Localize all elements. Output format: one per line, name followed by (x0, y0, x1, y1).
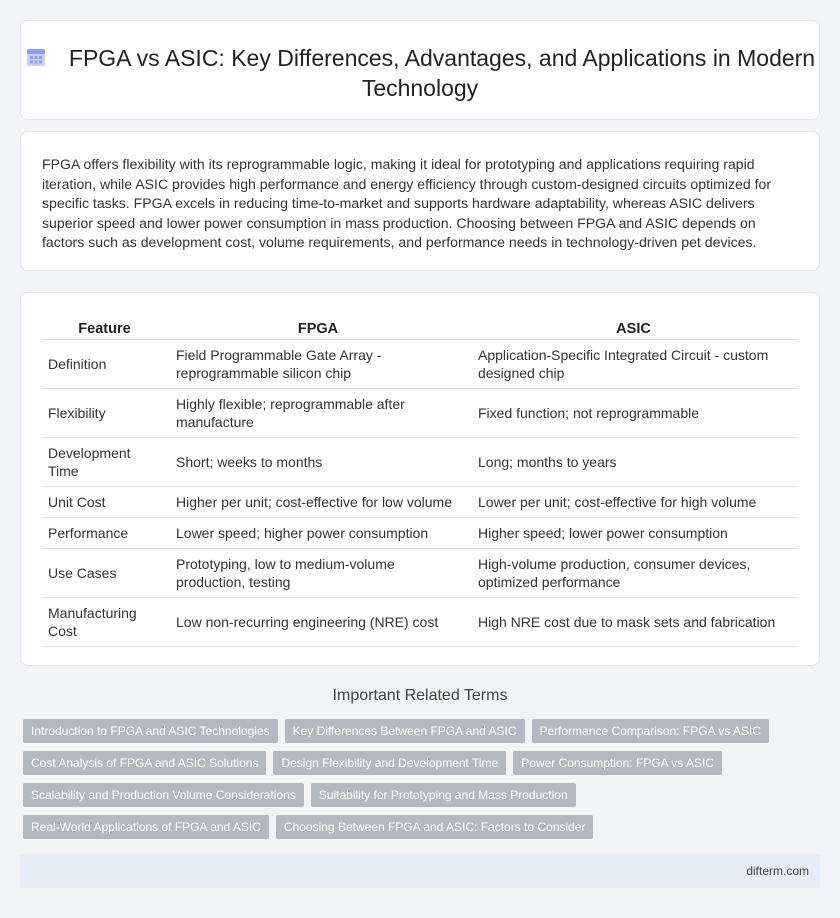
calendar-grid-icon (25, 46, 47, 68)
row-fpga: Low non-recurring engineering (NRE) cost (167, 597, 469, 646)
table-row (42, 597, 798, 646)
tag-row (23, 815, 803, 839)
related-term-tag[interactable]: Design Flexibility and Development Time (273, 751, 506, 775)
row-feature: Manufacturing Cost (42, 597, 167, 646)
row-fpga: Highly flexible; reprogrammable after manufacture (167, 388, 469, 437)
table-header-row (42, 313, 798, 339)
column-header-asic: ASIC (469, 313, 798, 339)
row-asic: High NRE cost due to mask sets and fabrication (469, 597, 798, 646)
intro-card (20, 131, 820, 271)
related-terms-list (23, 719, 803, 847)
row-asic: Application-Specific Integrated Circuit - custom designed chip (469, 339, 798, 388)
table-row (42, 517, 798, 548)
row-feature: Performance (42, 517, 167, 548)
row-asic: Fixed function; not reprogrammable (469, 388, 798, 437)
row-fpga: Higher per unit; cost-effective for low volume (167, 486, 469, 517)
header-card (20, 20, 820, 120)
row-fpga: Short; weeks to months (167, 437, 469, 486)
related-term-tag[interactable]: Choosing Between FPGA and ASIC: Factors to Consider (276, 815, 594, 839)
related-term-tag[interactable]: Cost Analysis of FPGA and ASIC Solutions (23, 751, 266, 775)
row-asic: Lower per unit; cost-effective for high volume (469, 486, 798, 517)
row-feature: Flexibility (42, 388, 167, 437)
related-terms-heading: Important Related Terms (332, 687, 508, 704)
row-feature: Use Cases (42, 548, 167, 597)
related-term-tag[interactable]: Real-World Applications of FPGA and ASIC (23, 815, 269, 839)
footer-site-link[interactable]: difterm.com (746, 864, 809, 878)
row-feature: Unit Cost (42, 486, 167, 517)
row-asic: Long; months to years (469, 437, 798, 486)
table-row (42, 486, 798, 517)
related-term-tag[interactable]: Key Differences Between FPGA and ASIC (285, 719, 525, 743)
page-title: FPGA vs ASIC: Key Differences, Advantages, and Applications in Modern Technology (68, 45, 816, 101)
intro-paragraph: FPGA offers flexibility with its reprogrammable logic, making it ideal for prototyping and applications requiring rapid iteration, while ASIC provides high performance and energy efficiency through custom-designed circuits optimized for specific tasks. FPGA excels in reducing time-to-market and supports hardware adaptability, whereas ASIC delivers superior speed and lower power consumption in mass production. Choosing between FPGA and ASIC depends on factors such as development cost, volume requirements, and performance needs in technology-driven pet devices. (42, 156, 772, 250)
related-term-tag[interactable]: Introduction to FPGA and ASIC Technologies (23, 719, 278, 743)
table-row (42, 437, 798, 486)
table-row (42, 388, 798, 437)
table-row (42, 548, 798, 597)
related-term-tag[interactable]: Power Consumption: FPGA vs ASIC (513, 751, 722, 775)
comparison-table (42, 313, 798, 647)
related-term-tag[interactable]: Scalability and Production Volume Considerations (23, 783, 304, 807)
row-asic: High-volume production, consumer devices, optimized performance (469, 548, 798, 597)
row-asic: Higher speed; lower power consumption (469, 517, 798, 548)
tag-row (23, 783, 803, 807)
table-row (42, 339, 798, 388)
related-term-tag[interactable]: Performance Comparison: FPGA vs ASIC (532, 719, 769, 743)
title-wrap (21, 43, 819, 103)
comparison-table-card (20, 292, 820, 666)
row-fpga: Lower speed; higher power consumption (167, 517, 469, 548)
column-header-feature: Feature (42, 313, 167, 339)
tag-row (23, 751, 803, 775)
footer-bar (20, 854, 820, 888)
row-fpga: Field Programmable Gate Array - reprogrammable silicon chip (167, 339, 469, 388)
tag-row (23, 719, 803, 743)
column-header-fpga: FPGA (167, 313, 469, 339)
row-fpga: Prototyping, low to medium-volume production, testing (167, 548, 469, 597)
related-term-tag[interactable]: Suitability for Prototyping and Mass Production (311, 783, 576, 807)
row-feature: Development Time (42, 437, 167, 486)
row-feature: Definition (42, 339, 167, 388)
